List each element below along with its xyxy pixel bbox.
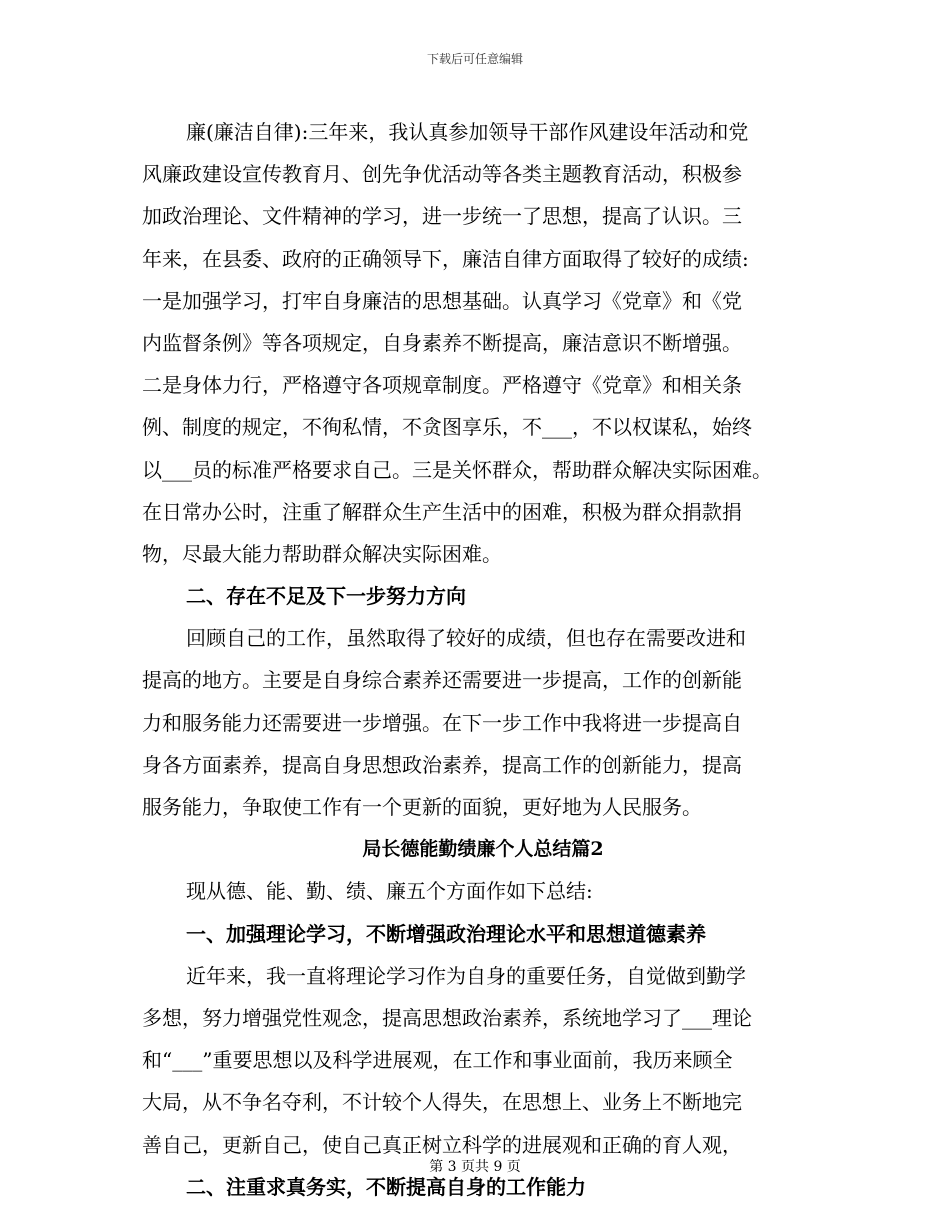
section-heading: 一、加强理论学习，不断增强政治理论水平和思想道德素养 [186,921,706,946]
body-line: 风廉政建设宣传教育月、创先争优活动等各类主题教育活动，积极参 [142,162,742,187]
body-line: 近年来，我一直将理论学习作为自身的重要任务，自觉做到勤学 [186,963,746,988]
body-line: 力和服务能力还需要进一步增强。在下一步工作中我将进一步提高自 [142,710,742,735]
body-line: 一是加强学习，打牢自身廉洁的思想基础。认真学习《党章》和《党 [142,288,742,313]
body-line: 二是身体力行，严格遵守各项规章制度。严格遵守《党章》和相关条 [142,373,742,398]
body-line: 回顾自己的工作，虽然取得了较好的成绩，但也存在需要改进和 [186,626,746,651]
body-line: 例、制度的规定，不徇私情，不贪图享乐，不___，不以权谋私，始终 [142,415,752,440]
body-line: 和“___”重要思想以及科学进展观，在工作和事业面前，我历来顾全 [142,1048,733,1073]
body-line: 加政治理论、文件精神的学习，进一步统一了思想，提高了认识。三 [142,204,742,229]
article-title: 局长德能勤绩廉个人总结篇2 [362,838,604,861]
body-line: 多想，努力增强党性观念，提高思想政治素养，系统地学习了___理论 [142,1005,752,1030]
body-line: 提高的地方。主要是自身综合素养还需要进一步提高，工作的创新能 [142,668,742,693]
body-line: 内监督条例》等各项规定，自身素养不断提高，廉洁意识不断增强。 [142,330,742,355]
page-number-footer: 第 3 页共 9 页 [429,1159,521,1175]
body-line: 在日常办公时，注重了解群众生产生活中的困难，积极为群众捐款捐 [142,499,742,524]
page-header: 下载后可任意编辑 [426,52,523,66]
body-line: 身各方面素养，提高自身思想政治素养，提高工作的创新能力，提高 [142,752,742,777]
body-line: 服务能力，争取使工作有一个更新的面貌，更好地为人民服务。 [142,795,702,819]
document-body [142,111,824,1208]
body-line: 善自己，更新自己，使自己真正树立科学的进展观和正确的育人观， [142,1132,742,1157]
section-heading: 二、存在不足及下一步努力方向 [186,584,466,609]
body-line: 年来，在县委、政府的正确领导下，廉洁自律方面取得了较好的成绩: [142,246,749,271]
body-line: 现从德、能、勤、绩、廉五个方面作如下总结: [186,879,593,904]
section-heading: 二、注重求真务实，不断提高自身的工作能力 [186,1174,586,1199]
body-line: 以___员的标准严格要求自己。三是关怀群众，帮助群众解决实际困难。 [142,457,772,482]
body-line: 物，尽最大能力帮助群众解决实际困难。 [142,541,502,566]
body-line: 大局，从不争名夺利，不计较个人得失，在思想上、业务上不断地完 [142,1090,742,1115]
body-line: 廉(廉洁自律):三年来，我认真参加领导干部作风建设年活动和党 [186,120,749,144]
